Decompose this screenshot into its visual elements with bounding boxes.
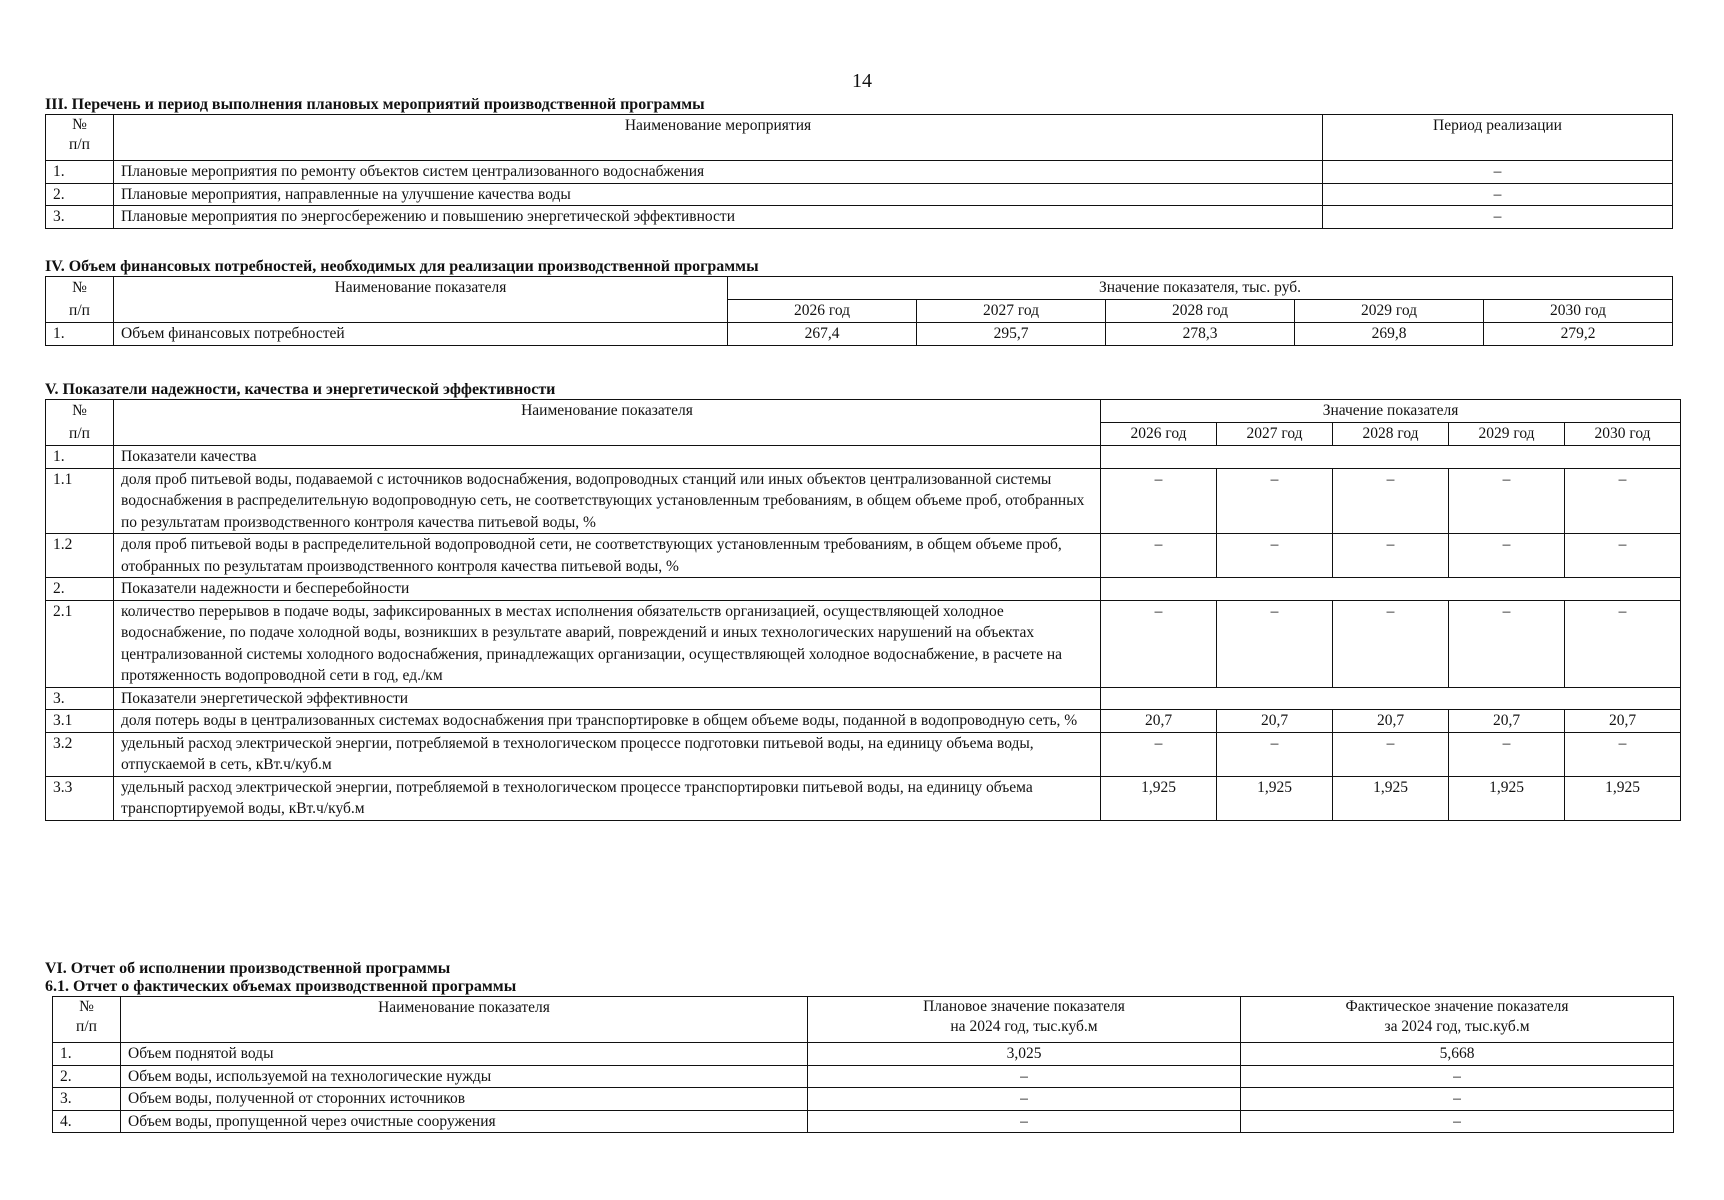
row-number: 3.1 bbox=[46, 710, 114, 733]
row-value: 1,925 bbox=[1565, 776, 1681, 820]
row-value: – bbox=[1565, 732, 1681, 776]
row-number: 2. bbox=[46, 183, 114, 206]
row-value: – bbox=[1101, 534, 1217, 578]
row-number: 1. bbox=[46, 323, 114, 346]
table-row bbox=[53, 1043, 1674, 1066]
col-num-header bbox=[46, 115, 114, 161]
row-planned: – bbox=[808, 1110, 1241, 1133]
year-header: 2030 год bbox=[1565, 423, 1681, 446]
year-header: 2030 год bbox=[1484, 300, 1673, 323]
row-value: – bbox=[1101, 732, 1217, 776]
year-header: 2028 год bbox=[1333, 423, 1449, 446]
row-number: 3.2 bbox=[46, 732, 114, 776]
row-number: 1. bbox=[53, 1043, 121, 1066]
col-actual-header bbox=[1241, 997, 1674, 1043]
row-number: 2. bbox=[46, 578, 114, 601]
table-row bbox=[46, 161, 1673, 184]
row-value: 295,7 bbox=[917, 323, 1106, 346]
row-number: 1.2 bbox=[46, 534, 114, 578]
year-header: 2027 год bbox=[1217, 423, 1333, 446]
row-number: 2. bbox=[53, 1065, 121, 1088]
pp-label: п/п bbox=[76, 1018, 97, 1035]
row-number: 1. bbox=[46, 446, 114, 469]
section-6-subtitle: 6.1. Отчет о фактических объемах производственной программы bbox=[45, 978, 517, 995]
row-number: 3. bbox=[53, 1088, 121, 1111]
row-value: – bbox=[1333, 600, 1449, 687]
table-row bbox=[46, 710, 1681, 733]
row-value: 20,7 bbox=[1101, 710, 1217, 733]
row-value: – bbox=[1101, 468, 1217, 534]
col-num-header: № bbox=[46, 277, 114, 300]
row-value: 20,7 bbox=[1333, 710, 1449, 733]
year-header: 2029 год bbox=[1295, 300, 1484, 323]
row-name: Показатели энергетической эффективности bbox=[114, 687, 1101, 710]
section-3-title: III. Перечень и период выполнения плановых мероприятий производственной программы bbox=[45, 96, 705, 113]
group-row-empty-cell bbox=[1101, 578, 1681, 601]
year-header: 2026 год bbox=[728, 300, 917, 323]
row-name: Плановые мероприятия по ремонту объектов систем централизованного водоснабжения bbox=[114, 161, 1323, 184]
row-value: – bbox=[1217, 732, 1333, 776]
actual-header-line2: за 2024 год, тыс.куб.м bbox=[1384, 1018, 1530, 1035]
section-5-title: V. Показатели надежности, качества и энергетической эффективности bbox=[45, 381, 556, 398]
row-value: 20,7 bbox=[1565, 710, 1681, 733]
row-value: – bbox=[1565, 600, 1681, 687]
row-name: Показатели надежности и бесперебойности bbox=[114, 578, 1101, 601]
row-name: Объем финансовых потребностей bbox=[114, 323, 728, 346]
row-name: доля проб питьевой воды в распределительной водопроводной сети, не соответствующих установленным требованиям, в общем объеме проб, отобранных по результатам производственного контроля качества питьевой воды, % bbox=[114, 534, 1101, 578]
row-number: 2.1 bbox=[46, 600, 114, 687]
col-pp-header: п/п bbox=[46, 300, 114, 323]
section-6-title: VI. Отчет об исполнении производственной программы bbox=[45, 960, 451, 977]
row-actual: – bbox=[1241, 1110, 1674, 1133]
year-header: 2029 год bbox=[1449, 423, 1565, 446]
section-4-table bbox=[45, 276, 1673, 346]
row-value: – bbox=[1217, 534, 1333, 578]
col-name-header: Наименование показателя bbox=[121, 997, 808, 1043]
col-num-header bbox=[53, 997, 121, 1043]
row-value: 278,3 bbox=[1106, 323, 1295, 346]
row-value: – bbox=[1101, 600, 1217, 687]
row-value: 1,925 bbox=[1101, 776, 1217, 820]
section-5-table bbox=[45, 399, 1681, 821]
planned-header-line2: на 2024 год, тыс.куб.м bbox=[950, 1018, 1098, 1035]
year-header: 2027 год bbox=[917, 300, 1106, 323]
row-name: количество перерывов в подаче воды, зафиксированных в местах исполнения обязательств организацией, осуществляющей холодное водоснабжение, по подаче холодной воды, возникших в результате аварий, повреждений и иных технологических нарушений на объектах централизованной системы холодного водоснабжения, принадлежащих организации, осуществляющей холодное водоснабжение, в расчете на протяженность водопроводной сети в год, ед./км bbox=[114, 600, 1101, 687]
row-value: – bbox=[1449, 534, 1565, 578]
row-value: – bbox=[1333, 468, 1449, 534]
row-number: 1.1 bbox=[46, 468, 114, 534]
page-number: 14 bbox=[852, 70, 872, 92]
row-name: доля потерь воды в централизованных системах водоснабжения при транспортировке в общем объеме воды, поданной в водопроводную сеть, % bbox=[114, 710, 1101, 733]
value-group-header: Значение показателя, тыс. руб. bbox=[728, 277, 1673, 300]
row-actual: 5,668 bbox=[1241, 1043, 1674, 1066]
table-row bbox=[46, 600, 1681, 687]
row-value: 1,925 bbox=[1333, 776, 1449, 820]
row-value: 20,7 bbox=[1449, 710, 1565, 733]
row-value: – bbox=[1565, 534, 1681, 578]
row-actual: – bbox=[1241, 1065, 1674, 1088]
col-name-header-spacer bbox=[114, 423, 1101, 446]
row-value: 1,925 bbox=[1217, 776, 1333, 820]
section-4 bbox=[45, 258, 1673, 346]
table-row bbox=[46, 206, 1673, 229]
row-value: 20,7 bbox=[1217, 710, 1333, 733]
table-row bbox=[46, 732, 1681, 776]
row-name: удельный расход электрической энергии, потребляемой в технологическом процессе подготовки питьевой воды, на единицу объема воды, отпускаемой в сеть, кВт.ч/куб.м bbox=[114, 732, 1101, 776]
row-value: – bbox=[1449, 732, 1565, 776]
section-3 bbox=[45, 96, 1673, 229]
row-value: 269,8 bbox=[1295, 323, 1484, 346]
row-value: – bbox=[1217, 468, 1333, 534]
section-6-table bbox=[52, 996, 1674, 1133]
group-row bbox=[46, 578, 1681, 601]
row-period: – bbox=[1323, 206, 1673, 229]
section-4-title: IV. Объем финансовых потребностей, необходимых для реализации производственной программы bbox=[45, 258, 759, 275]
row-name: Показатели качества bbox=[114, 446, 1101, 469]
table-row bbox=[46, 323, 1673, 346]
table-row bbox=[46, 776, 1681, 820]
row-value: – bbox=[1449, 600, 1565, 687]
row-name: Объем воды, используемой на технологические нужды bbox=[121, 1065, 808, 1088]
col-name-header: Наименование мероприятия bbox=[114, 115, 1323, 161]
row-value: 267,4 bbox=[728, 323, 917, 346]
row-value: – bbox=[1449, 468, 1565, 534]
col-period-header: Период реализации bbox=[1323, 115, 1673, 161]
group-row bbox=[46, 687, 1681, 710]
row-number: 1. bbox=[46, 161, 114, 184]
row-name: Объем воды, полученной от сторонних источников bbox=[121, 1088, 808, 1111]
row-actual: – bbox=[1241, 1088, 1674, 1111]
table-row bbox=[46, 183, 1673, 206]
year-header: 2028 год bbox=[1106, 300, 1295, 323]
row-value: – bbox=[1333, 732, 1449, 776]
row-name: доля проб питьевой воды, подаваемой с источников водоснабжения, водопроводных станций или иных объектов централизованной системы водоснабжения в распределительную водопроводную сеть, не соответствующих установленным требованиям, в общем объеме проб, отобранных по результатам производственного контроля качества питьевой воды, % bbox=[114, 468, 1101, 534]
planned-header-line1: Плановое значение показателя bbox=[923, 998, 1125, 1015]
value-group-header: Значение показателя bbox=[1101, 400, 1681, 423]
row-name: удельный расход электрической энергии, потребляемой в технологическом процессе транспортировки питьевой воды, на единицу объема транспортируемой воды, кВт.ч/куб.м bbox=[114, 776, 1101, 820]
col-num-header: № bbox=[46, 400, 114, 423]
row-planned: – bbox=[808, 1088, 1241, 1111]
col-planned-header bbox=[808, 997, 1241, 1043]
group-row bbox=[46, 446, 1681, 469]
year-header: 2026 год bbox=[1101, 423, 1217, 446]
row-name: Плановые мероприятия по энергосбережению и повышению энергетической эффективности bbox=[114, 206, 1323, 229]
row-value: 1,925 bbox=[1449, 776, 1565, 820]
table-row bbox=[46, 468, 1681, 534]
col-name-header: Наименование показателя bbox=[114, 277, 728, 300]
row-value: – bbox=[1217, 600, 1333, 687]
group-row-empty-cell bbox=[1101, 446, 1681, 469]
row-planned: – bbox=[808, 1065, 1241, 1088]
row-name: Плановые мероприятия, направленные на улучшение качества воды bbox=[114, 183, 1323, 206]
row-name: Объем поднятой воды bbox=[121, 1043, 808, 1066]
row-value: – bbox=[1333, 534, 1449, 578]
row-planned: 3,025 bbox=[808, 1043, 1241, 1066]
row-number: 4. bbox=[53, 1110, 121, 1133]
section-6 bbox=[45, 960, 1674, 1133]
col-name-header: Наименование показателя bbox=[114, 400, 1101, 423]
table-row bbox=[46, 534, 1681, 578]
row-period: – bbox=[1323, 161, 1673, 184]
section-3-table bbox=[45, 114, 1673, 229]
row-name: Объем воды, пропущенной через очистные сооружения bbox=[121, 1110, 808, 1133]
col-name-header-spacer bbox=[114, 300, 728, 323]
row-number: 3.3 bbox=[46, 776, 114, 820]
row-value: 279,2 bbox=[1484, 323, 1673, 346]
table-row bbox=[53, 1065, 1674, 1088]
num-label: № bbox=[72, 116, 87, 133]
table-row bbox=[53, 1088, 1674, 1111]
table-row bbox=[53, 1110, 1674, 1133]
num-label: № bbox=[79, 998, 94, 1015]
col-pp-header: п/п bbox=[46, 423, 114, 446]
row-period: – bbox=[1323, 183, 1673, 206]
row-number: 3. bbox=[46, 206, 114, 229]
row-number: 3. bbox=[46, 687, 114, 710]
row-value: – bbox=[1565, 468, 1681, 534]
actual-header-line1: Фактическое значение показателя bbox=[1345, 998, 1569, 1015]
pp-label: п/п bbox=[69, 136, 90, 153]
section-5 bbox=[45, 381, 1681, 821]
group-row-empty-cell bbox=[1101, 687, 1681, 710]
